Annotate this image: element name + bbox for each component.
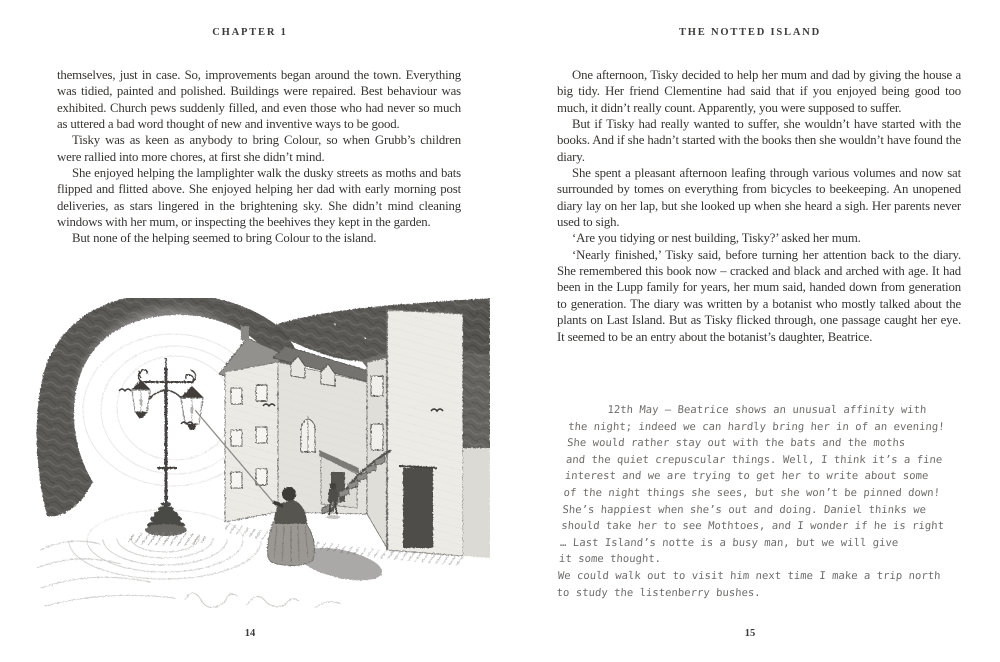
running-head-chapter: CHAPTER 1 bbox=[212, 27, 288, 38]
paragraph: One afternoon, Tisky decided to help her mum and dad by giving the house a big tidy. Her friend Clementine had said that if you enjoyed being good too much, it didn’t really count. Apparently, you were supposed to suffer. bbox=[557, 68, 961, 115]
running-head-title: THE NOTTED ISLAND bbox=[678, 27, 822, 38]
paragraph: ‘Are you tidying or nest building, Tisky?’ asked her mum. bbox=[572, 231, 861, 246]
diary-line: of the night things she sees, but she won’t be pinned down! bbox=[563, 486, 941, 499]
diary-line: interest and we are trying to get her to write about some bbox=[564, 470, 929, 483]
diary-line: She would rather stay out with the bats and the moths bbox=[566, 437, 906, 450]
page-number-left: 14 bbox=[244, 628, 256, 639]
diary-line: to study the listenberry bushes. bbox=[556, 586, 762, 599]
paragraph: ‘Nearly finished,’ Tisky said, before turning her attention back to the diary. She remembered this book now – cracked and black and arched with age. It had been in the Lupp family for years, her mum said, handed down from generation to generation. The diary was written by a botanist who mostly talked about the plants on Last Island. But as Tisky flicked through, one passage caught her eye. It seemed to be an entry about the botanist’s daughter, Beatrice. bbox=[557, 247, 961, 344]
diary-line: should take her to see Mothtoes, and I wonder if he is right bbox=[560, 520, 945, 533]
right-page-text bbox=[557, 67, 961, 345]
dark-doorway bbox=[403, 468, 433, 548]
paragraph: She spent a pleasant afternoon leafing through various volumes and now sat surrounded by tomes on everything from bicycles to beekeeping. An unopened diary lay on her lap, but she looked up when she heard a sigh. Her parents never used to sigh. bbox=[557, 166, 961, 230]
lamplighter-illustration bbox=[35, 298, 490, 623]
paragraph: themselves, just in case. So, improvements began around the town. Everything was tidied, painted and polished. Buildings were repaired. Best behaviour was exhibited. Church pews suddenly filled, and even those who had never so much as uttered a bad word thought of new and inventive ways to be good. bbox=[57, 68, 461, 132]
diary-line: it some thought. bbox=[558, 553, 662, 566]
diary-line: She’s happiest when she’s out and doing. Daniel thinks we bbox=[562, 503, 927, 516]
diary-line: We could walk out to visit him next time I make a trip north bbox=[557, 569, 941, 582]
right-page bbox=[500, 0, 1000, 662]
page-number-right: 15 bbox=[744, 628, 756, 639]
diary-line: 12th May – Beatrice shows an unusual affinity with bbox=[607, 404, 927, 416]
diary-line: and the quiet crepuscular things. Well, I think it’s a fine bbox=[565, 453, 943, 466]
paragraph: But none of the helping seemed to bring Colour to the island. bbox=[72, 231, 377, 246]
paragraph: She enjoyed helping the lamplighter walk the dusky streets as moths and bats flipped and flitted above. She enjoyed helping her dad with early morning post deliveries, as stars lingered in the brightening sky. She didn’t mind cleaning windows with her mum, or inspecting the beehives they kept in the garden. bbox=[57, 166, 461, 230]
paragraph: But if Tisky had really wanted to suffer, she wouldn’t have started with the books. And if she hadn’t started with the books then she wouldn’t have found the diary. bbox=[557, 117, 961, 164]
diary-line: … Last Island’s notte is a busy man, but we will give bbox=[559, 536, 899, 549]
left-page-text bbox=[57, 67, 461, 247]
diary-line: the night; indeed we can hardly bring her in of an evening! bbox=[567, 420, 946, 433]
paragraph: Tisky was as keen as anybody to bring Colour, so when Grubb’s children were rallied into more chores, at first she didn’t mind. bbox=[57, 133, 461, 164]
diary-excerpt bbox=[556, 402, 962, 601]
